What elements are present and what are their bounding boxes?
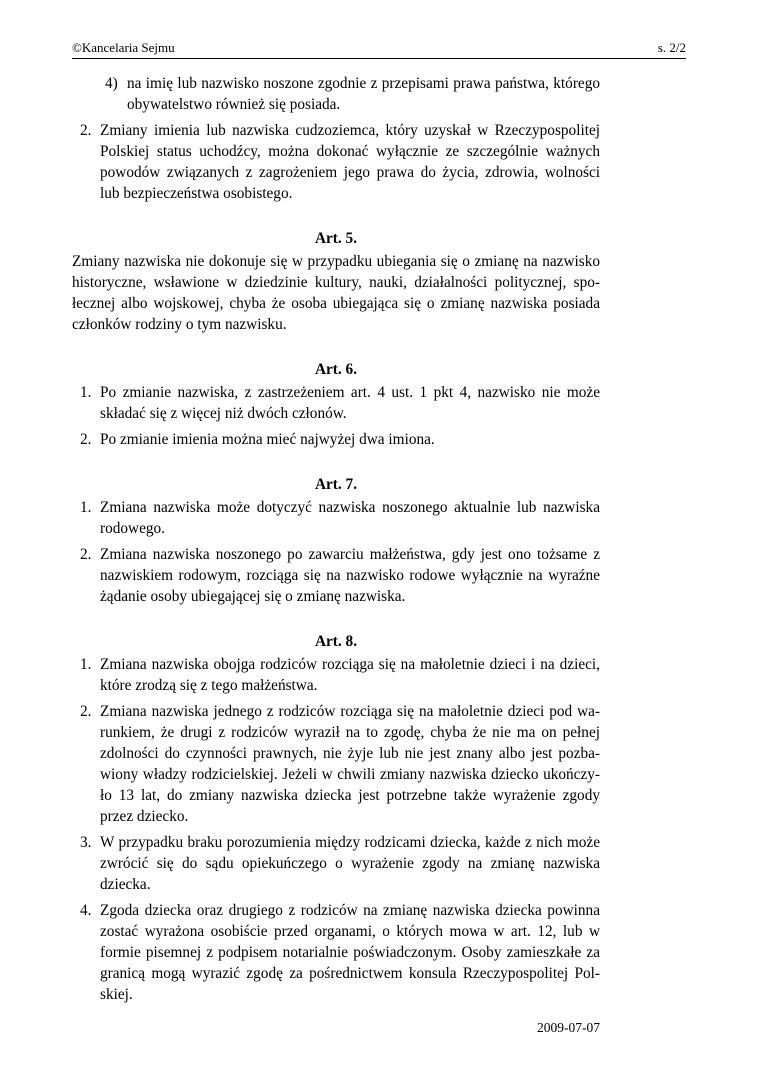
list-marker: 2.: [80, 431, 92, 448]
text-line: które zrodzą się z tego małżeństwa.: [100, 677, 318, 694]
item-text: [100, 497, 600, 539]
page-number-label: s. 2/2: [657, 40, 686, 55]
text-line: Zmiana nazwiska noszonego po zawarciu małżeństwa, gdy jest ono tożsame z: [100, 546, 600, 563]
list-marker: 1.: [80, 499, 92, 516]
text-line: Polskiej status uchodźcy, można dokonać wyłącznie ze szczególnie ważnych: [100, 143, 600, 160]
article-heading: Art. 6.: [314, 361, 358, 378]
list-item: [72, 429, 600, 450]
list-marker: 3.: [80, 834, 92, 851]
list-item: [72, 73, 600, 115]
text-line: na imię lub nazwisko noszone zgodnie z przepisami prawa państwa, którego: [127, 75, 600, 92]
list-marker: 2.: [80, 546, 92, 563]
text-line: Po zmianie nazwiska, z zastrzeżeniem art. 4 ust. 1 pkt 4, nazwisko nie może: [100, 384, 600, 401]
item-text: [100, 382, 600, 424]
text-line: powodów związanych z zagrożeniem jego prawa do życia, zdrowia, wolności: [100, 164, 600, 181]
list-item: [72, 701, 600, 827]
text-line: składać się z więcej niż dwóch członów.: [100, 405, 347, 422]
paragraph: [72, 251, 600, 335]
text-line: Zmiany nazwiska nie dokonuje się w przypadku ubiegania się o zmianę na nazwisko: [72, 253, 600, 270]
text-line: dziecka.: [100, 876, 151, 893]
text-line: obywatelstwo również się posiada.: [127, 96, 341, 113]
text-line: nazwiskiem rodowym, rozciąga się na nazwisko rodowe wyłącznie na wyraźne: [100, 567, 600, 584]
item-text: [100, 544, 600, 607]
document-content: [72, 73, 600, 1010]
publisher-label: ©Kancelaria Sejmu: [72, 40, 175, 55]
item-text: [100, 429, 600, 450]
item-text: [100, 832, 600, 895]
text-line: łecznej albo wojskowej, chyba że osoba ubiegająca się o zmianę nazwiska posiada: [72, 295, 600, 312]
article-heading: Art. 7.: [314, 476, 358, 493]
list-item: [72, 120, 600, 204]
text-line: członków rodziny o tym nazwisku.: [72, 316, 287, 333]
list-item: [72, 832, 600, 895]
text-line: Po zmianie imienia można mieć najwyżej dwa imiona.: [100, 431, 435, 448]
text-line: Zmiana nazwiska może dotyczyć nazwiska noszonego aktualnie lub nazwiska: [100, 499, 600, 516]
text-line: runkiem, że drugi z rodziców wyraził na to zgodę, chyba że nie ma on pełnej: [100, 724, 600, 741]
header-row: [72, 41, 686, 58]
list-item: [72, 382, 600, 424]
list-marker: 2.: [80, 122, 92, 139]
item-text: [100, 900, 600, 1005]
item-text: [127, 73, 600, 115]
list-item: [72, 654, 600, 696]
text-line: ło 13 lat, do zmiany nazwiska dziecka jest potrzebne także wyrażenie zgody: [100, 787, 600, 804]
list-item: [72, 497, 600, 539]
text-line: lub bezpieczeństwa osobistego.: [100, 185, 293, 202]
list-marker: 1.: [80, 384, 92, 401]
text-line: przez dziecko.: [100, 808, 189, 825]
item-text: [100, 120, 600, 204]
text-line: wiony władzy rodzicielskiej. Jeżeli w chwili zmiany nazwiska dziecko ukończy-: [100, 766, 600, 783]
text-line: zostać wyrażona osobiście przed organami, o których mowa w art. 12, lub w: [100, 923, 600, 940]
text-line: Zmiana nazwiska obojga rodziców rozciąga się na małoletnie dzieci i na dzieci,: [100, 656, 600, 673]
text-line: formie pisemnej z podpisem notarialnie poświadczonym. Osoby zamieszkałe za: [100, 944, 600, 961]
list-item: [72, 900, 600, 1005]
list-marker: 1.: [80, 656, 92, 673]
page-footer: [72, 1020, 600, 1036]
text-line: Zmiana nazwiska jednego z rodziców rozciąga się na małoletnie dzieci pod wa-: [100, 703, 600, 720]
page-header: [72, 41, 686, 59]
list-item: [72, 544, 600, 607]
text-line: skiej.: [100, 986, 133, 1003]
item-text: [100, 654, 600, 696]
header-rule: [72, 58, 686, 59]
date-label: 2009-07-07: [537, 1020, 600, 1035]
text-line: rodowego.: [100, 520, 165, 537]
article-heading: Art. 5.: [314, 230, 358, 247]
text-line: historyczne, wsławione w dziedzinie kultury, nauki, działalności politycznej, spo-: [72, 274, 600, 291]
text-line: granicą mogą wyrazić zgodę za pośrednictwem konsula Rzeczypospolitej Pol-: [100, 965, 600, 982]
text-line: W przypadku braku porozumienia między rodzicami dziecka, każde z nich może: [100, 834, 600, 851]
list-marker: 4.: [80, 902, 92, 919]
article-heading: Art. 8.: [314, 633, 358, 650]
text-line: żądanie osoby ubiegającej się o zmianę nazwiska.: [100, 588, 406, 605]
list-marker: 2.: [80, 703, 92, 720]
item-text: [100, 701, 600, 827]
text-line: zwrócić się do sądu opiekuńczego o wyrażenie zgody na zmianę nazwiska: [100, 855, 600, 872]
text-line: Zmiany imienia lub nazwiska cudzoziemca, który uzyskał w Rzeczypospolitej: [100, 122, 600, 139]
text-line: Zgoda dziecka oraz drugiego z rodziców na zmianę nazwiska dziecka powinna: [100, 902, 600, 919]
list-marker: 4): [105, 75, 118, 92]
text-line: zdolności do czynności prawnych, nie żyje lub nie jest znany albo jest pozba-: [100, 745, 600, 762]
